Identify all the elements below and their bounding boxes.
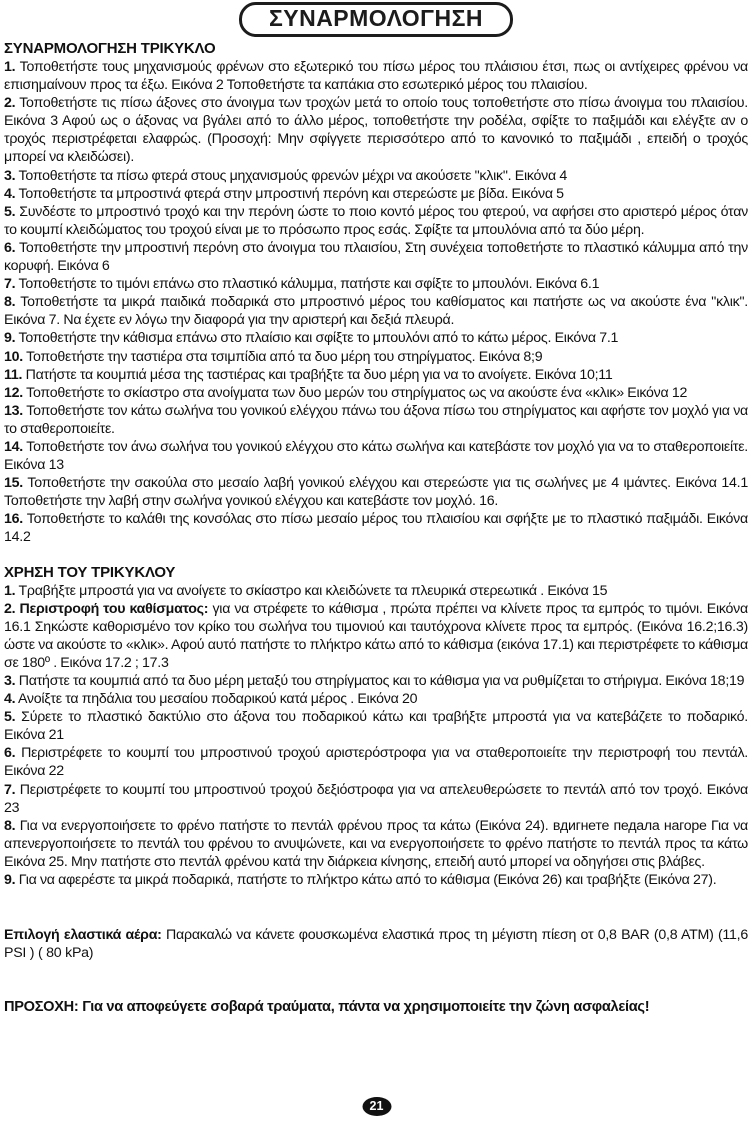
step-text: Τοποθετήστε τον κάτω σωλήνα του γονικού ελέγχου πάνω του άξονα πίσω του στηρίγματος και αφήστε τον μοχλό για να το σταθεροποιείτε. [4, 402, 749, 437]
step-number: 1. [4, 59, 16, 75]
step-text: Σύρετε το πλαστικό δακτύλιο στο άξονα του ποδαρικού κάτω και τραβήξτε μπροστά για να κατεβάζετε το ποδαρικό. Εικόνα 21 [4, 709, 748, 744]
assembly-step [4, 185, 748, 203]
step-text: Τοποθετήστε τον άνω σωλήνα του γονικού ελέγχου στο κάτω σωλήνα και κατεβάστε τον μοχλό για να το σταθεροποιείτε. Εικόνα 13 [4, 438, 748, 474]
step-number: 9. [4, 330, 16, 347]
step-text: Τοποθετήστε τα μπροστινά φτερά στην μπροστινή περόνη και στερεώστε με βίδα. Εικόνα 5 [18, 185, 564, 202]
step-number: 8. [4, 817, 16, 834]
assembly-step [4, 474, 748, 510]
assembly-step [4, 58, 748, 94]
step-lead: Περιστροφή του καθίσματος: [19, 600, 209, 617]
step-number: 15. [4, 475, 23, 492]
assembly-step [4, 167, 748, 185]
assembly-step [4, 402, 748, 438]
step-text: Περιστρέφετε το κουμπί του μπροστινού τροχού αριστερόστροφα για να σταθεροποιείτε την περιστροφή του πεντάλ. Εικόνα 22 [4, 745, 748, 780]
step-number: 9. [4, 872, 16, 889]
step-text: για να στρέφετε το κάθισμα , πρώτα πρέπει να κλίνετε προς τα εμπρός το τιμόνι. Εικόνα 16.1 Σηκώστε καθορισμένο τον κρίκο του σωλήνα του τιμονιού και ταυτόχρονα κλίνετε προς τα εμπρός. (Εικόνα 16.2;16.3) ώστε να ακούστε το «κλικ». Αφού αυτό πατήστε το πλήκτρο κάτω από το κάθισμα (εικόνα 17.1) και περιστρέφετε το κάθισμα σε 180º . Εικόνα 17.2 ; 17.3 [4, 600, 748, 671]
assembly-step [4, 510, 748, 546]
usage-step [4, 582, 748, 600]
step-text: Ανοίξτε τα πηδάλια του μεσαίου ποδαρικού κατά μέρος . Εικόνα 20 [17, 691, 418, 708]
assembly-step [4, 239, 748, 275]
step-number: 14. [4, 438, 23, 455]
usage-step [4, 672, 748, 690]
safety-warning: ΠΡΟΣΟΧΗ: Για να αποφεύγετε σοβαρά τραύματα, πάντα να χρησιμοποιείτε την ζώνη ασφαλείας! [4, 999, 650, 1016]
assembly-step [4, 94, 748, 166]
step-text: Τοποθετήστε την μπροστινή περόνη στο άνοιγμα του πλαισίου, Στη συνέχεια τοποθετήστε το πλαστικό κάλυμμα από την κορυφή. Εικόνα 6 [4, 239, 748, 275]
step-number: 7. [4, 781, 16, 798]
step-number: 1. [4, 582, 16, 599]
assembly-step [4, 438, 748, 474]
usage-step [4, 781, 748, 817]
assembly-step [4, 329, 748, 347]
step-text: Πατήστε τα κουμπιά από τα δυο μέρη μεταξύ του στηρίγματος και το κάθισμα για να ρυθμίζεται το στήριγμα. Εικόνα 18;19 [18, 673, 745, 689]
usage-step [4, 708, 748, 744]
note-text: Παρακαλώ να κάνετε φουσκωμένα ελαστικά προς τη μέγιστη πίεση οτ 0,8 BAR (0,8 ATM) (11,6 PSI ) ( 80 kPa) [4, 927, 748, 962]
step-number: 2. [4, 95, 16, 112]
step-text: Για να ενεργοποιήσετε το φρένο πατήστε το πεντάλ φρένου προς τα κάτω (Εικόνα 24). вдигнете педала нагоре Για να απενεργοποιήσετε το πεντάλ του φρένου το ανυψώνετε, και να ενεργοποιήσετε το φρένο πατήστε το πεντάλ προς τα κάτω Εικόνα 25. Μην πατήστε στο πεντάλ φρένου κατά την διάρκεια κίνησης, επειδή αυτό μπορεί να οδηγήσει στις βλάβες. [4, 817, 748, 870]
step-text: Πατήστε τα κουμπιά μέσα της ταστιέρας και τραβήξτε τα δυο μέρη για να το ανοίγετε. Εικόνα 10;11 [25, 366, 613, 383]
step-number: 2. [4, 600, 16, 617]
step-text: Τραβήξτε μπροστά για να ανοίγετε το σκίαστρο και κλειδώνετε τα πλευρικά στερεωτικά . Εικόνα 15 [18, 582, 608, 599]
assembly-step [4, 275, 748, 293]
step-text: Τοποθετήστε τις πίσω άξονες στο άνοιγμα των τροχών μετά το οποίο τους τοποθετήστε στο πίσω άνοιγμα του πλαισίου. Εικόνα 3 Αφού ως ο άξονας να βγάλει από το άλλο μέρος, τοποθετήστε την ροδέλα, σφίξτε το παξιμάδι και ελέγξτε αν ο τροχός περιστρέφεται ελαφρώς. (Προσοχή: Μην σφίγγετε περισσότερο από το κανονικό το παξιμάδι , επειδή ο τροχός μπορεί να κλειδώσει). [4, 95, 748, 166]
step-number: 13. [4, 402, 23, 419]
step-text: Για να αφερέστε τα μικρά ποδαρικά, πατήστε το πλήκτρο κάτω από το κάθισμα (Εικόνα 26) και τραβήξτε (Εικόνα 27). [18, 872, 717, 889]
assembly-step [4, 384, 748, 402]
usage-section-heading: ΧΡΗΣΗ ΤΟΥ ΤΡΙΚΥΚΛΟΥ [4, 563, 176, 581]
step-text: Τοποθετήστε την ταστιέρα στα τσιμπίδια από τα δυο μέρη του στηρίγματος. Εικόνα 8;9 [26, 348, 543, 365]
step-number: 5. [4, 709, 16, 726]
page-title-wrap [4, 2, 748, 37]
usage-step [4, 817, 748, 871]
step-number: 3. [4, 673, 16, 689]
page-number-badge: 21 [362, 1097, 391, 1116]
note-lead: Επιλογή ελαστικά αέρα: [4, 927, 162, 944]
assembly-step [4, 366, 748, 384]
step-number: 6. [4, 239, 16, 256]
page-title: ΣΥΝΑΡΜΟΛΟΓΗΣΗ [239, 2, 513, 37]
assembly-step [4, 293, 748, 329]
step-number: 12. [4, 384, 23, 401]
step-number: 6. [4, 745, 16, 762]
step-number: 5. [4, 203, 16, 220]
step-text: Τοποθετήστε την κάθισμα επάνω στο πλαίσιο και σφίξτε το μπουλόνι από το κάτω μέρος. Εικόνα 7.1 [18, 330, 619, 347]
step-text: Τοποθετήστε τα πίσω φτερά στους μηχανισμούς φρενών μέχρι να ακούσετε "κλικ". Εικόνα 4 [18, 167, 567, 184]
step-number: 16. [4, 511, 23, 528]
assembly-step [4, 203, 748, 239]
step-text: Τοποθετήστε το καλάθι της κονσόλας στο πίσω μεσαίο μέρος του πλαισίου και σφήξτε με το πλαστικό παξιμάδι. Εικόνα 14.2 [4, 511, 748, 546]
step-text: Περιστρέφετε το κουμπί του μπροστινού τροχού δεξιόστροφα για να απελευθερώσετε το πεντάλ από τον τροχό. Εικόνα 23 [4, 781, 748, 816]
assembly-step [4, 348, 748, 366]
assembly-section-heading: ΣΥΝΑΡΜΟΛΟΓΗΣΗ ΤΡΙΚΥΚΛΟ [4, 40, 216, 57]
step-number: 4. [4, 185, 16, 202]
step-text: Τοποθετήστε την σακούλα στο μεσαίο λαβή γονικού ελέγχου και στερεώστε για τις σωλήνες με 4 ιμάντες. Εικόνα 14.1 Τοποθετήστε την λαβή στην σωλήνα γονικού ελέγχου και κατεβάστε τον μοχλό. 16. [4, 475, 748, 510]
step-number: 7. [4, 276, 16, 293]
step-text: Τοποθετήστε τους μηχανισμούς φρένων στο εξωτερικό του πίσω μέρος του πλάισιου έτσι, πως οι αντίχειρες φρένου να επισημαίνουν προς τα έξω. Εικόνα 2 Τοποθετήστε τα καπάκια στο εσωτερικό μέρος του πλαισίου. [4, 59, 748, 94]
step-text: Τοποθετήστε το σκίαστρο στα ανοίγματα των δυο μερών του στηρίγματος ως να ακούστε ένα «κλικ» Εικόνα 12 [26, 384, 688, 401]
step-text: Συνδέστε το μπροστινό τροχό και την περόνη ώστε το ποιο κοντό μέρος του φτερού, να αφήσει στο αριστερό μέρος όταν το κουμπί κλειδώματος του τροχού είναι με το πρόσωπο προς εσάς. Σφίξτε τα μπουλόνια από τα δύο μέρη. [4, 203, 748, 238]
step-number: 3. [4, 167, 16, 184]
step-number: 11. [4, 366, 23, 383]
step-text: Τοποθετήστε το τιμόνι επάνω στο πλαστικό κάλυμμα, πατήστε και σφίξτε το μπουλόνι. Εικόνα 6.1 [18, 276, 600, 293]
step-number: 8. [4, 294, 16, 311]
tire-pressure-note [4, 926, 748, 962]
step-number: 10. [4, 348, 23, 365]
usage-step [4, 690, 748, 708]
usage-step [4, 600, 748, 672]
usage-step [4, 744, 748, 780]
step-text: Τοποθετήστε τα μικρά παιδικά ποδαρικά στο μπροστινό μέρος του καθίσματος και πατήστε ως να ακούστε ένα "κλικ". Εικόνα 7. Να έχετε εν λόγω την διαφορά για την αριστερή και δεξιά πλευρά. [4, 294, 748, 329]
usage-step [4, 871, 748, 889]
step-number: 4. [4, 691, 16, 708]
